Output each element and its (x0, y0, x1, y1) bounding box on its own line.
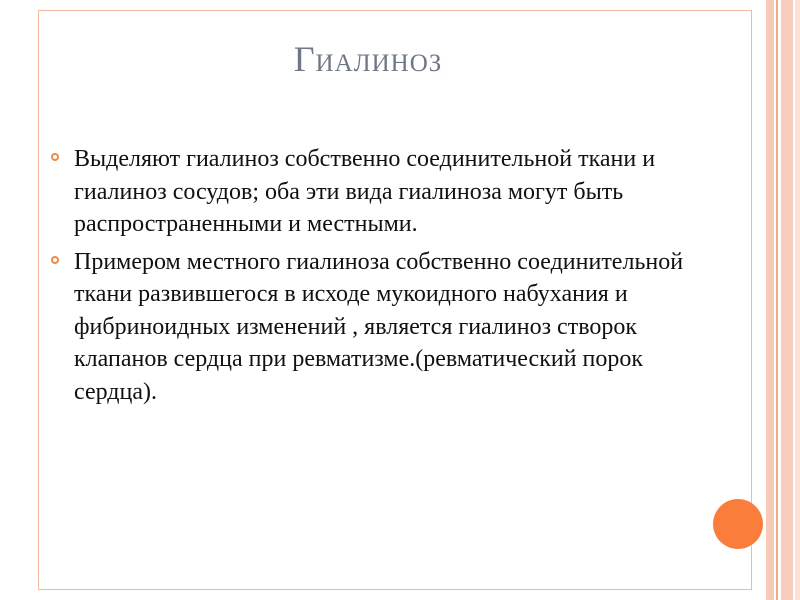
ring-bullet-icon (51, 256, 59, 264)
decorative-stripe (781, 0, 793, 600)
bullet-item-2 (48, 246, 688, 409)
bullet-item-1 (48, 143, 688, 241)
decorative-stripe (766, 0, 774, 600)
bullet-text: Выделяют гиалиноз собственно соединительной ткани и гиалиноз сосудов; оба эти вида гиалиноза могут быть распространенными и местными. (74, 146, 656, 237)
bullet-list (48, 143, 688, 413)
decorative-stripe (795, 0, 800, 600)
slide-title: Гиалиноз (293, 39, 443, 79)
orange-circle-icon (713, 499, 763, 549)
ring-bullet-icon (51, 153, 59, 161)
decorative-stripe (776, 0, 778, 600)
bullet-text: Примером местного гиалиноза собственно соединительной ткани развившегося в исходе мукоидного набухания и фибриноидных изменений , является гиалиноз створок клапанов сердца при ревматизме.(ревматический порок сердца). (74, 248, 684, 405)
